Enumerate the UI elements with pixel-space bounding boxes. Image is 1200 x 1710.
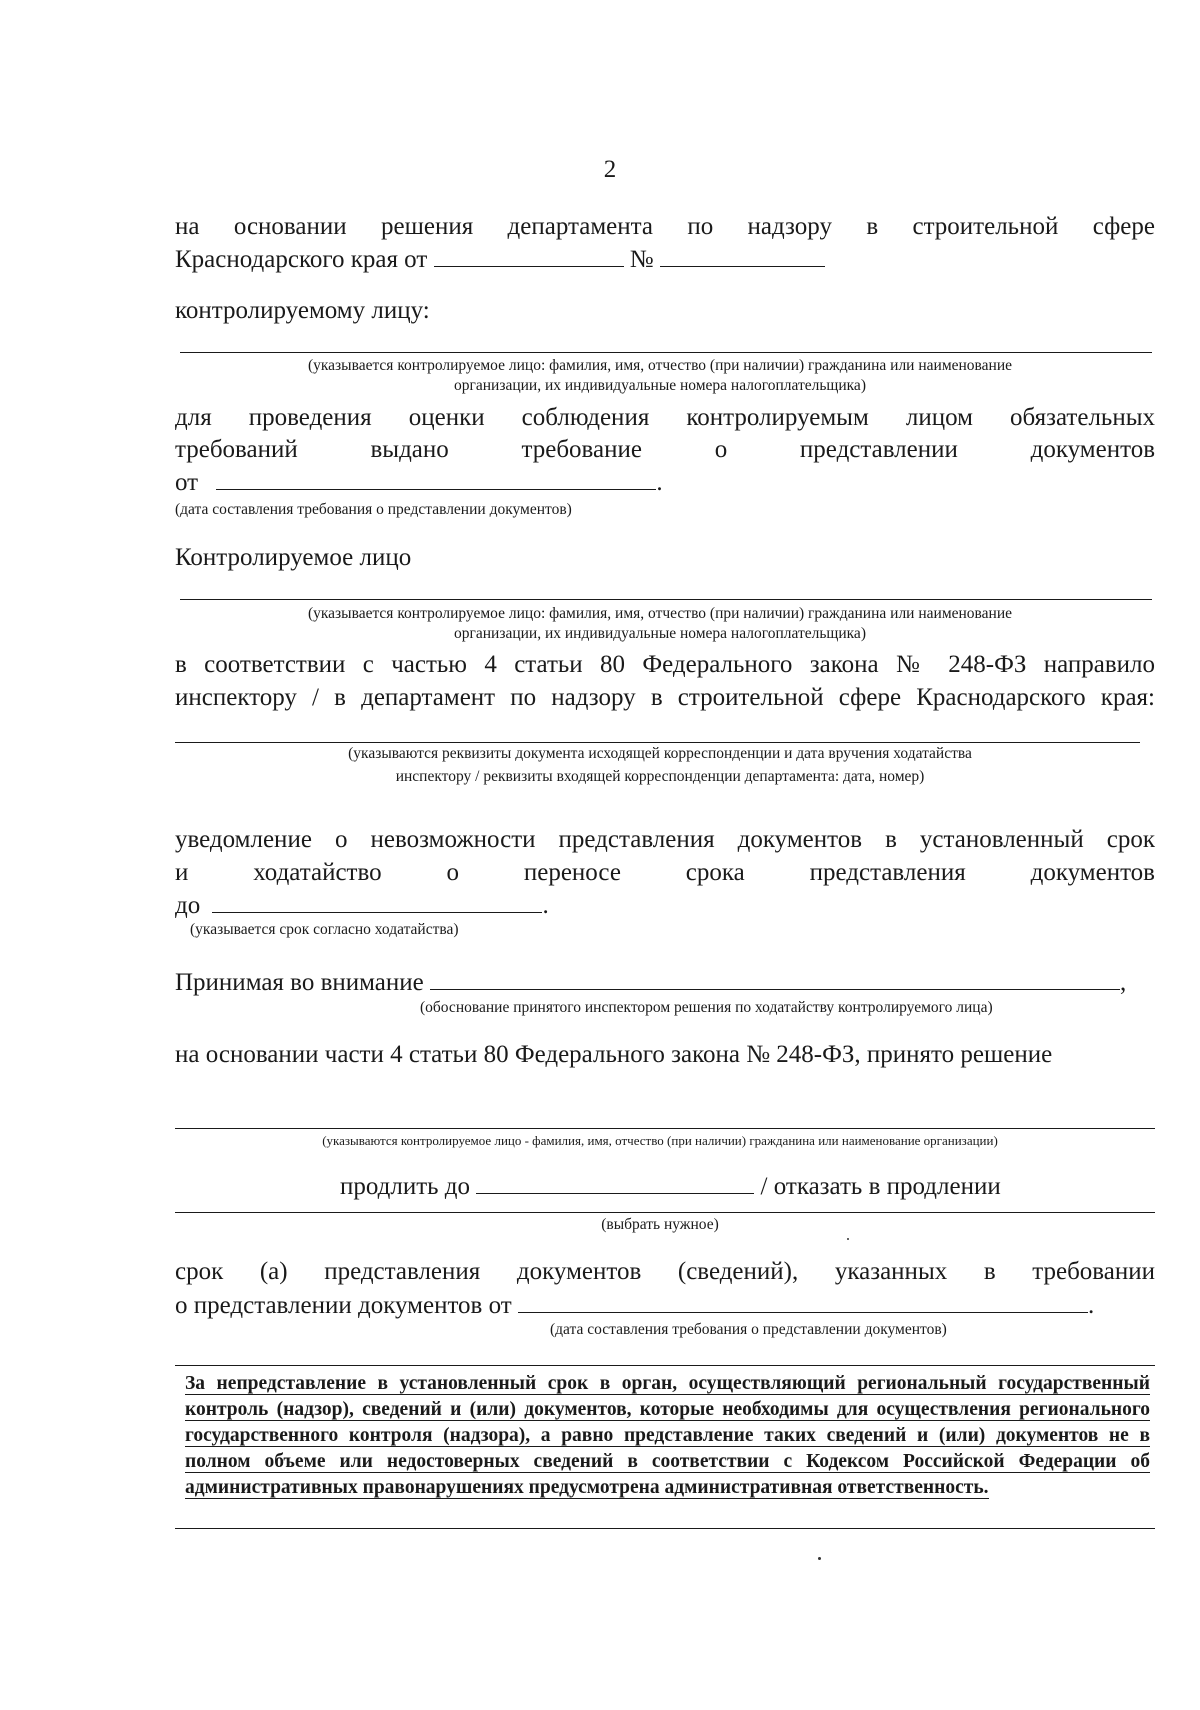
new-deadline-period: .: [542, 892, 549, 919]
controlled-person-field[interactable]: [180, 352, 1152, 353]
controlled-person-label: контролируемому лицу:: [175, 297, 430, 324]
controlled-person-hint-3: (указывается контролируемое лицо: фамилия, имя, отчество (при наличии) гражданина или наименование: [307, 605, 1013, 622]
choose-hint: (выбрать нужное): [601, 1216, 719, 1233]
controlled-person-hint-4: организации, их индивидуальные номера налогоплательщика): [454, 625, 866, 642]
justification-field[interactable]: [430, 967, 1120, 990]
requirement-date-hint: (дата составления требования о представлении документов): [175, 501, 572, 518]
decision-date-line: [175, 244, 825, 275]
new-deadline-hint: (указывается срок согласно ходатайства): [190, 921, 459, 938]
decision-line: на основании части 4 статьи 80 Федерального закона № 248-ФЗ, принято решение: [175, 1041, 1053, 1068]
controlled-person-field-2[interactable]: [180, 599, 1152, 600]
law-reference-line-2: инспектору / в департамент по надзору в строительной сфере Краснодарского края:: [175, 684, 1155, 711]
notification-line-2: и ходатайство о переносе срока представления документов: [175, 859, 1155, 886]
extend-refuse-line: [340, 1171, 1001, 1202]
deadline-date-hint: (дата составления требования о представлении документов): [550, 1321, 947, 1338]
liability-notice: [185, 1371, 1150, 1501]
decision-date-label: Краснодарского края от: [175, 246, 428, 273]
justification-line: [175, 967, 1126, 998]
extend-label: продлить до: [340, 1173, 471, 1200]
decision-person-hint: (указываются контролируемое лицо - фамилия, имя, отчество (при наличии) гражданина или наименование организации): [322, 1133, 998, 1148]
assessment-line-1: для проведения оценки соблюдения контролируемым лицом обязательных: [175, 404, 1155, 431]
requirement-date-label: от: [175, 469, 199, 496]
controlled-person-hint-1: (указывается контролируемое лицо: фамилия, имя, отчество (при наличии) гражданина или наименование: [307, 357, 1013, 374]
extend-date-field[interactable]: [476, 1171, 754, 1194]
controlled-person-hint-2: организации, их индивидуальные номера налогоплательщика): [454, 377, 866, 394]
liability-notice-text: За непредставление в установленный срок в орган, осуществляющий региональный государственный контроль (надзор), сведений и (или) документов, которые необходимы для осуществления регионального государственного контроля (надзора), а равно представление таких сведений и (или) документов не в полном объеме или недостоверных сведений в соответствии с Кодексом Российской Федерации об административных правонарушениях предусмотрена административная ответственность.: [185, 1373, 1150, 1498]
correspondence-details-field[interactable]: [175, 742, 1140, 743]
decision-person-field[interactable]: [175, 1128, 1155, 1129]
correspondence-hint-2: инспектору / реквизиты входящей корреспонденции департамента: дата, номер): [395, 768, 925, 785]
decision-number-sign: №: [629, 246, 654, 273]
extend-refuse-underline: [175, 1212, 1155, 1213]
new-deadline-label: до: [175, 892, 201, 919]
new-deadline-line: [175, 890, 549, 921]
deadline-line-2: [175, 1290, 1094, 1321]
deadline-date-period: .: [1087, 1292, 1095, 1319]
decision-date-field[interactable]: [434, 244, 624, 267]
justification-label: Принимая во внимание: [175, 969, 424, 996]
justification-hint: (обоснование принятого инспектором решения по ходатайству контролируемого лица): [420, 999, 993, 1016]
controlled-person-label-2: Контролируемое лицо: [175, 544, 412, 571]
requirement-date-field[interactable]: [216, 467, 656, 490]
deadline-date-field[interactable]: [518, 1290, 1088, 1313]
assessment-line-2: требований выдано требование о представлении документов: [175, 436, 1155, 463]
correspondence-hint-1: (указываются реквизиты документа исходящей корреспонденции и дата вручения ходатайства: [348, 745, 972, 762]
page-number: 2: [603, 156, 617, 183]
deadline-date-label: о представлении документов от: [175, 1292, 512, 1319]
refuse-label: / отказать в продлении: [760, 1173, 1001, 1200]
notice-top-line: [175, 1365, 1155, 1366]
requirement-date-period: .: [656, 469, 663, 496]
decision-number-field[interactable]: [660, 244, 825, 267]
law-reference-line-1: в соответствии с частью 4 статьи 80 Федерального закона № 248-ФЗ направило: [175, 651, 1155, 678]
requirement-date-line: [175, 467, 663, 498]
notice-bottom-line: [175, 1528, 1155, 1529]
new-deadline-field[interactable]: [212, 890, 542, 913]
deadline-line-1: срок (а) представления документов (сведений), указанных в требовании: [175, 1258, 1155, 1285]
scan-speck: [818, 1557, 821, 1560]
scan-speck: [847, 1238, 849, 1240]
decision-basis-line: на основании решения департамента по надзору в строительной сфере: [175, 213, 1155, 240]
justification-comma: ,: [1119, 969, 1127, 996]
notification-line-1: уведомление о невозможности представления документов в установленный срок: [175, 826, 1155, 853]
